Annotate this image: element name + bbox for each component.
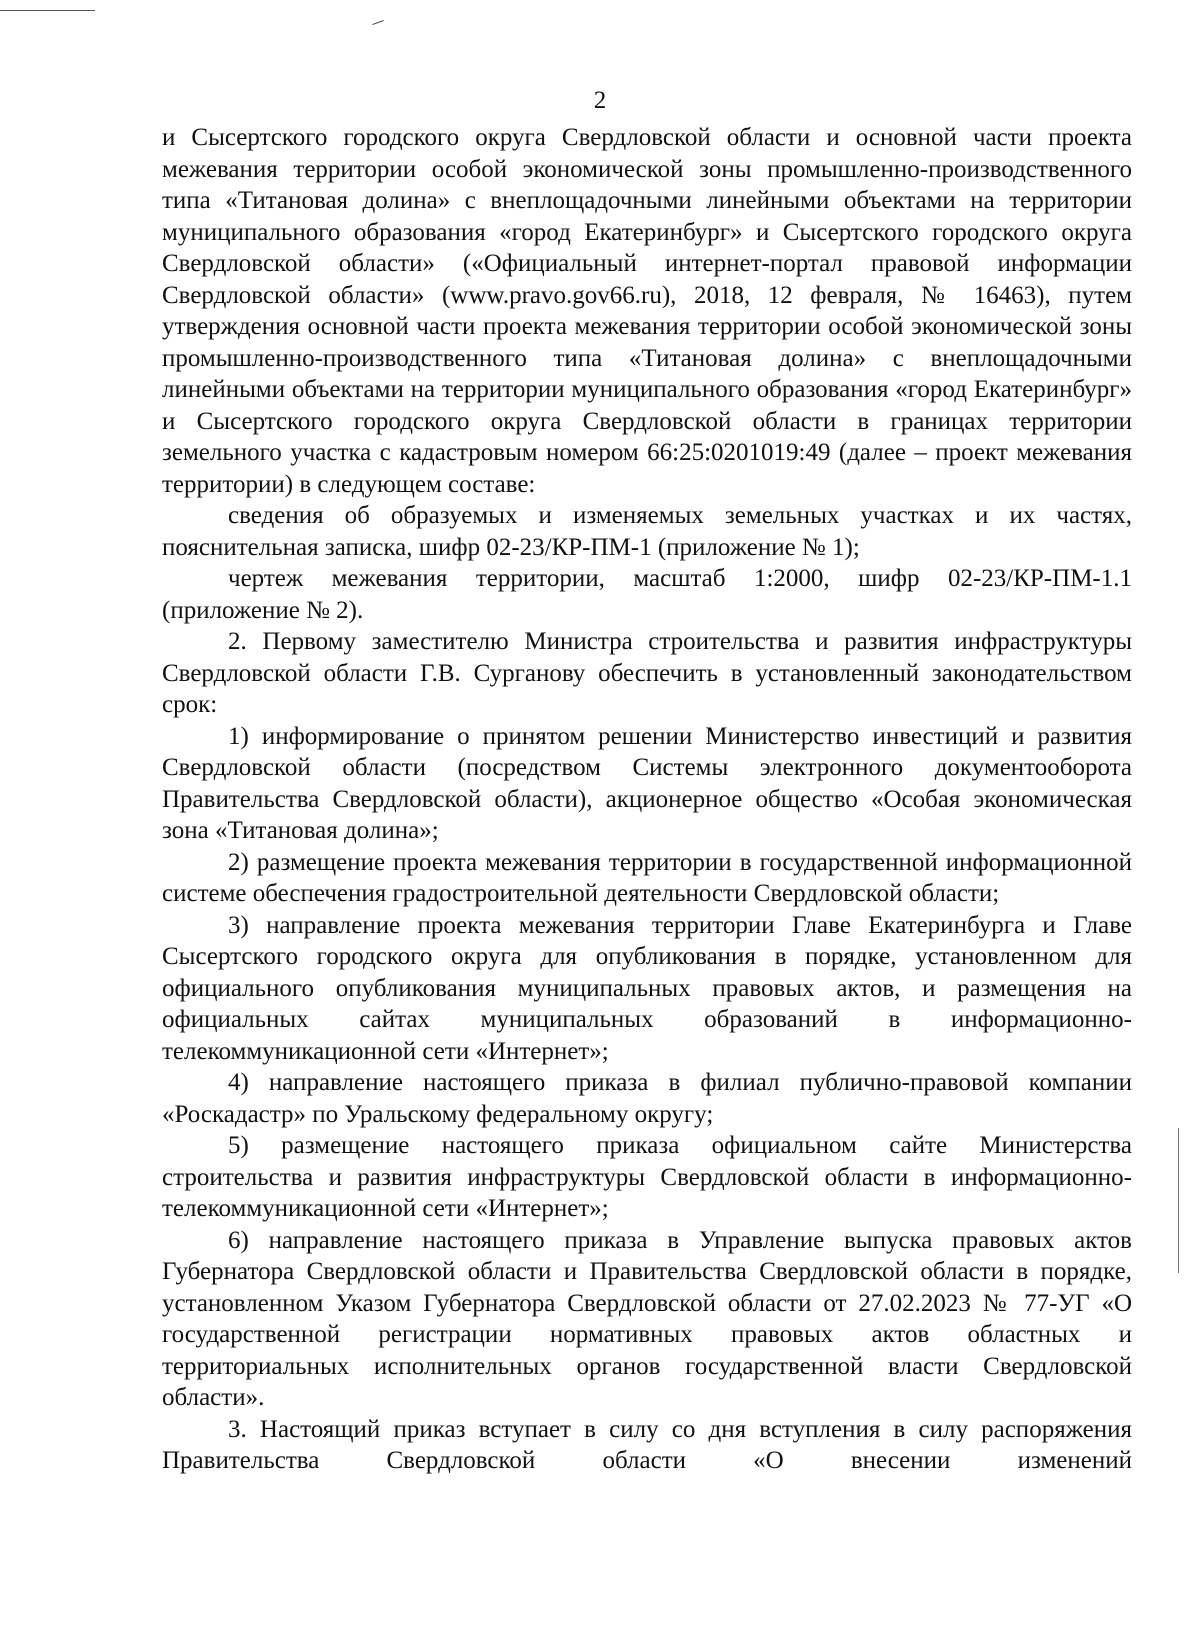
paragraph-subclause-1: 1) информирование о принятом решении Министерство инвестиций и развития Свердловской области (посредством Системы электронного документооборота Правительства Свердловской области), акционерное общество «Особая экономическая зона «Титановая долина»; xyxy=(162,722,1132,844)
paragraph-continuation: и Сысертского городского округа Свердловской области и основной части проекта межевания территории особой экономической зоны промышленно-производственного типа «Титановая долина» с внеплощадочными линейными объектами на территории муниципального образования «город Екатеринбург» и Сысертского городского округа Свердловской области» («Официальный интернет-портал правовой информации Свердловской области» (www.pravo.gov66.ru), 2018, 12 февраля, № 16463), путем утверждения основной части проекта межевания территории особой экономической зоны промышленно-производственного типа «Титановая долина» с внеплощадочными линейными объектами на территории муниципального образования «город Екатеринбург» и Сысертского городского округа Свердловской области в границах территории земельного участка с кадастровым номером 66:25:0201019:49 (далее – проект межевания территории) в следующем составе: xyxy=(162,124,1132,498)
scan-artifact-tick xyxy=(372,20,384,25)
page-number: 2 xyxy=(593,87,607,114)
paragraph-item-explanatory-note: сведения об образуемых и изменяемых земельных участках и их частях, пояснительная записка, шифр 02-23/КР-ПМ-1 (приложение № 1); xyxy=(162,502,1132,561)
paragraph-subclause-2: 2) размещение проекта межевания территории в государственной информационной системе обеспечения градостроительной деятельности Свердловской области; xyxy=(162,848,1132,907)
paragraph-subclause-4: 4) направление настоящего приказа в филиал публично-правовой компании «Роскадастр» по Уральскому федеральному округу; xyxy=(162,1069,1132,1128)
scan-artifact-margin-line xyxy=(1178,1128,1179,1273)
paragraph-subclause-5: 5) размещение настоящего приказа официальном сайте Министерства строительства и развития инфраструктуры Свердловской области в информационно-телекоммуникационной сети «Интернет»; xyxy=(162,1132,1132,1222)
paragraph-subclause-6: 6) направление настоящего приказа в Управление выпуска правовых актов Губернатора Свердловской области и Правительства Свердловской области в порядке, установленном Указом Губернатора Свердловской области от 27.02.2023 № 77-УГ «О государственной регистрации нормативных правовых актов областных и территориальных исполнительных органов государственной власти Свердловской области». xyxy=(162,1226,1132,1411)
paragraph-clause-2: 2. Первому заместителю Министра строительства и развития инфраструктуры Свердловской области Г.В. Сурганову обеспечить в установленный законодательством срок: xyxy=(162,628,1132,718)
paragraph-subclause-3: 3) направление проекта межевания территории Главе Екатеринбурга и Главе Сысертского городского округа для опубликования в порядке, установленном для официального опубликования муниципальных правовых актов, и размещения на официальных сайтах муниципальных образований в информационно-телекоммуникационной сети «Интернет»; xyxy=(162,911,1132,1065)
paragraph-item-drawing: чертеж межевания территории, масштаб 1:2000, шифр 02-23/КР-ПМ-1.1 (приложение № 2). xyxy=(162,565,1132,624)
document-body xyxy=(162,122,1132,1477)
scan-artifact-line xyxy=(0,10,95,11)
paragraph-clause-3: 3. Настоящий приказ вступает в силу со дня вступления в силу распоряжения Правительства Свердловской области «О внесении изменений xyxy=(162,1415,1132,1474)
